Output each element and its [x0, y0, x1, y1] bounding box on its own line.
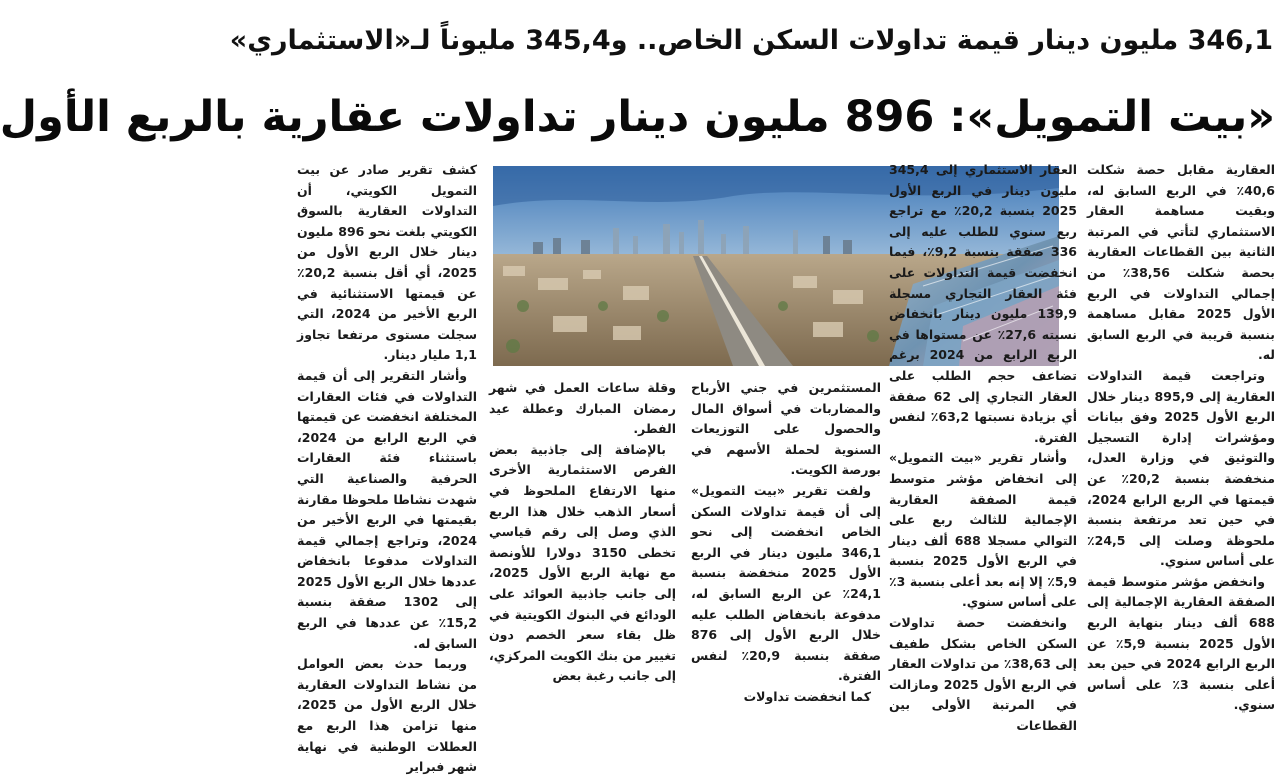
- article-kicker: 346,1 مليون دينار قيمة تداولات السكن الخاص.. و345,4 مليوناً لـ«الاستثماري»: [229, 25, 1273, 56]
- article-paragraph: العقار الاستثماري إلى 345,4 مليون دينار في الربع الأول 2025 بنسبة 20,2٪ مع تراجع ربع سنوي للطلب عليه إلى 336 صفقة بنسبة 9,2٪، فيما انخفضت قيمة التداولات على فئة العقار التجاري مسجلة 139,9 مليون دينار بانخفاض نسبته 27,6٪ عن مستواها في الربع الرابع من 2024 برغم تضاعف حجم الطلب على العقار التجاري إلى 62 صفقة أي بزيادة نسبتها 63,2٪ لنفس الفترة.: [889, 162, 1077, 445]
- article-paragraph: ولفت تقرير «بيت التمويل» إلى أن قيمة تداولات السكن الخاص انخفضت إلى نحو 346,1 مليون دينار في الربع الأول 2025 منخفضة بنسبة 24,1٪ عن الربع السابق له، مدفوعة بانخفاض الطلب عليه خلال الربع الأول إلى 876 صفقة بنسبة 20,9٪ لنفس الفترة.: [691, 482, 881, 684]
- article-paragraph: وربما حدث بعض العوامل من نشاط التداولات العقارية خلال الربع الأول من 2025، منها تزامن هذا الربع مع العطلات الوطنية في نهاية شهر فبراير: [297, 656, 477, 775]
- article-paragraph: كما انخفضت تداولات: [743, 688, 871, 704]
- article-column-2: [489, 378, 676, 712]
- article-headline: «بيت التمويل»: 896 مليون دينار تداولات عقارية بالربع الأول: [0, 92, 1275, 142]
- article-paragraph: العقارية مقابل حصة شكلت 40,6٪ في الربع السابق له، وبقيت مساهمة العقار الاستثماري لتأتي في المرتبة الثانية بين القطاعات العقارية بحصة شكلت 38,56٪ من إجمالي التداولات في الربع الأول 2025 مقابل مساهمة بنسبة قريبة في الربع السابق له.: [1087, 162, 1276, 363]
- article-paragraph: وأشار التقرير إلى أن قيمة التداولات في فئات العقارات المختلفة انخفضت عن قيمتها في الربع الرابع من 2024، باستثناء فئة العقارات الحرفية والصناعية التي شهدت نشاطا ملحوظا مقارنة بقيمتها في الربع الأخير من 2024، وتراجع إجمالي قيمة التداولات مدفوعا بانخفاض عددها خلال الربع الأول 2025 إلى 1302 صفقة بنسبة 15,2٪ عن عددها في الربع السابق له.: [297, 367, 477, 651]
- article-paragraph: وأشار تقرير «بيت التمويل» إلى انخفاض مؤشر متوسط قيمة الصفقة العقارية الإجمالية للثالث ربع على التوالي مسجلا 688 ألف دينار في الربع الأول 2025 بنسبة 5,9٪ إلا إنه بعد أعلى بنسبة 3٪ على أساس سنوي.: [889, 450, 1077, 610]
- article-paragraph: وانخفض مؤشر متوسط قيمة الصفقة العقارية الإجمالية إلى 688 ألف دينار بنهاية الربع الأول 2025 بنسبة 5,9٪ عن الربع الرابع 2024 في حين بعد أعلى بنسبة 3٪ على أساس سنوي.: [1087, 573, 1276, 713]
- article-column-1: [297, 160, 477, 775]
- article-paragraph: وقلة ساعات العمل في شهر رمضان المبارك وعطلة عيد الفطر.: [489, 380, 676, 437]
- article-paragraph: بالإضافة إلى جاذبية بعض الفرص الاستثمارية الأخرى منها الارتفاع الملحوظ في أسعار الذهب خلال هذا الربع الذي وصل إلى رقم قياسي تخطى 3150 دولارا للأونصة مع نهاية الربع الأول 2025، إلى جانب جاذبية العوائد على الودائع في البنوك الكويتية في ظل بقاء سعر الخصم دون تغيير من بنك الكويت المركزي، إلى جانب رغبة بعض: [489, 441, 676, 684]
- article-paragraph: المستثمرين في جني الأرباح والمضاربات في أسواق المال والحصول على التوزيعات السنوية لحملة الأسهم في بورصة الكويت.: [691, 380, 881, 478]
- article-paragraph: كشف تقرير صادر عن بيت التمويل الكويتي، أن التداولات العقارية بالسوق الكويتي بلغت نحو 896 مليون دينار خلال الربع الأول من 2025، أي أقل بنسبة 20,2٪ عن قيمتها الاستثنائية في الربع الأخير من 2024، التي سجلت مستوى مرتفعا تجاوز 1,1 مليار دينار.: [297, 162, 477, 363]
- article-column-3: [691, 378, 881, 712]
- article-paragraph: وتراجعت قيمة التداولات العقارية إلى 895,9 دينار خلال الربع الأول 2025 وفق بيانات ومؤشرات إدارة التسجيل والتوثيق في وزارة العدل، منخفضة بنسبة 20,2٪ عن قيمتها في الربع الرابع 2024، في حين تعد مرتفعة بنسبة ملحوظة وصلت إلى 24,5٪ على أساس سنوي.: [1087, 367, 1275, 569]
- article-column-5: [1087, 160, 1275, 712]
- article-paragraph: وانخفضت حصة تداولات السكن الخاص بشكل طفيف إلى 38,63٪ من تداولات العقار في الربع الأول 2025 ومازالت في المرتبة الأولى بين القطاعات: [889, 615, 1077, 734]
- article-column-4: [889, 160, 1077, 734]
